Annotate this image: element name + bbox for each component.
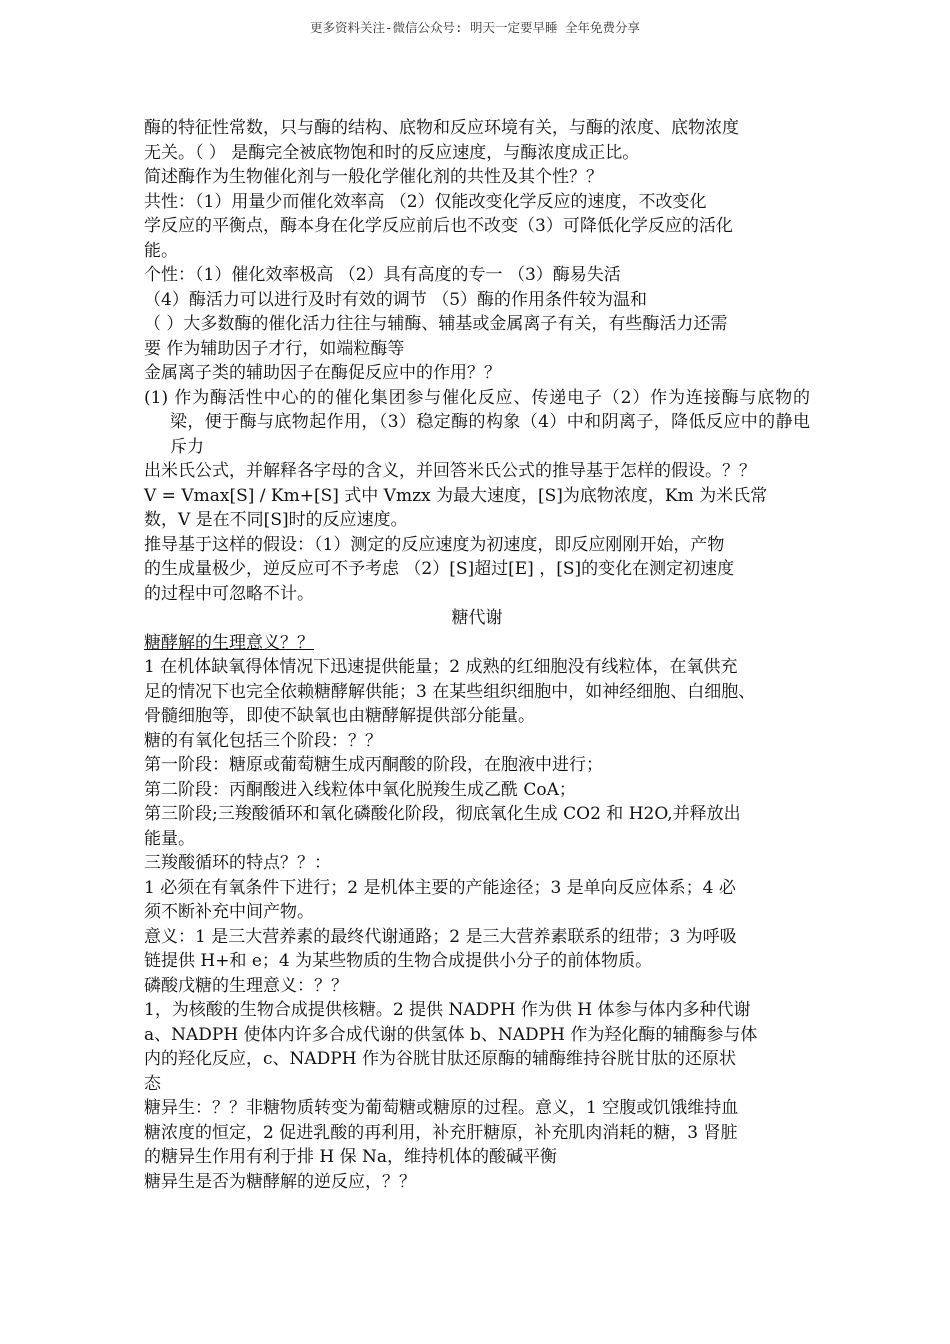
page-header: 更多资料关注-微信公众号: 明天一定要早睡 全年免费分享 bbox=[309, 20, 641, 35]
text-line: 的生成量极少，逆反应可不予考虑 （2）[S]超过[E] ，[S]的变化在测定初速度 bbox=[144, 559, 735, 579]
text-line: 共性：（1）用量少而催化效率高 （2）仅能改变化学反应的速度，不改变化 bbox=[144, 191, 707, 212]
text-line: （4）酶活力可以进行及时有效的调节 （5）酶的作用条件较为温和 bbox=[144, 289, 648, 310]
text-line: 的过程中可忽略不计。 bbox=[144, 583, 314, 604]
text-line: 无关。（ ） 是酶完全被底物饱和时的反应速度，与酶浓度成正比。 bbox=[144, 142, 640, 163]
text-line: 1 必须在有氧条件下进行；2 是机体主要的产能途径；3 是单向反应体系；4 必 bbox=[144, 877, 736, 898]
text-line: 足的情况下也完全依赖糖酵解供能；3 在某些组织细胞中，如神经细胞、白细胞、 bbox=[144, 681, 756, 702]
text-line: 内的羟化反应，c、NADPH 作为谷胱甘肽还原酶的辅酶维持谷胱甘肽的还原状 bbox=[144, 1049, 736, 1069]
text-line: 糖异生：？？非糖物质转变为葡萄糖或糖原的过程。意义，1 空腹或饥饿维持血 bbox=[144, 1098, 739, 1118]
text-line: 1，为核酸的生物合成提供核糖。2 提供 NADPH 作为供 H 体参与体内多种代谢 bbox=[144, 1000, 751, 1020]
text-line: 意义：1 是三大营养素的最终代谢通路；2 是三大营养素联系的纽带；3 为呼吸 bbox=[144, 926, 737, 947]
text-line: 个性：（1）催化效率极高 （2）具有高度的专一 （3）酶易失活 bbox=[144, 265, 621, 285]
text-line: （ ）大多数酶的催化活力往往与辅酶、辅基或金属离子有关，有些酶活力还需 bbox=[144, 314, 728, 334]
text-line: 的糖异生作用有利于排 H 保 Na，维持机体的酸碱平衡 bbox=[144, 1147, 558, 1167]
text-line: 酶的特征性常数，只与酶的结构、底物和反应环境有关，与酶的浓度、底物浓度 bbox=[144, 118, 739, 138]
question-heading: 糖酵解的生理意义？？ bbox=[144, 632, 314, 653]
formula-line: V = Vmax[S] / Km+[S] 式中 Vmzx 为最大速度，[S]为底物浓度，Km 为米氏常 bbox=[144, 485, 768, 506]
text-line: 能。 bbox=[144, 240, 178, 261]
text-line: 第二阶段：丙酮酸进入线粒体中氧化脱羧生成乙酰 CoA； bbox=[144, 779, 576, 800]
question-heading: 糖的有氧化包括三个阶段：？？ bbox=[144, 730, 382, 751]
text-line: 学反应的平衡点，酶本身在化学反应前后也不改变（3）可降低化学反应的活化 bbox=[144, 216, 733, 236]
text-line: 态 bbox=[144, 1073, 161, 1094]
text-line: 1 在机体缺氧得体情况下迅速提供能量；2 成熟的红细胞没有线粒体，在氧供充 bbox=[144, 657, 738, 677]
question-heading: 简述酶作为生物催化剂与一般化学催化剂的共性及其个性？？ bbox=[144, 167, 603, 187]
question-heading: 三羧酸循环的特点？？： bbox=[144, 853, 331, 873]
text-line: 第三阶段;三羧酸循环和氧化磷酸化阶段，彻底氧化生成 CO2 和 H2O,并释放出 bbox=[144, 804, 741, 824]
question-heading: 出米氏公式，并解释各字母的含义，并回答米氏公式的推导基于怎样的假设。？？ bbox=[144, 461, 756, 481]
text-line: 数，V 是在不同[S]时的反应速度。 bbox=[144, 510, 408, 530]
text-line: 糖浓度的恒定，2 促进乳酸的再利用，补充肝糖原，补充肌肉消耗的糖，3 肾脏 bbox=[144, 1122, 738, 1143]
text-line: 链提供 H+和 e；4 为某些物质的生物合成提供小分子的前体物质。 bbox=[144, 951, 653, 971]
text-line: 骨髓细胞等，即使不缺氧也由糖酵解提供部分能量。 bbox=[144, 706, 535, 726]
question-heading: 金属离子类的辅助因子在酶促反应中的作用？？ bbox=[144, 363, 501, 383]
text-line: 第一阶段：糖原或葡萄糖生成丙酮酸的阶段，在胞液中进行； bbox=[144, 755, 603, 775]
text-line: a、NADPH 使体内许多合成代谢的供氢体 b、NADPH 作为羟化酶的辅酶参与体 bbox=[144, 1024, 758, 1045]
text-line: 须不断补充中间产物。 bbox=[144, 902, 314, 922]
section-title: 糖代谢 bbox=[451, 608, 503, 628]
numbered-paragraph: (1) 作为酶活性中心的的催化集团参与催化反应、传递电子（2）作为连接酶与底物的梁，便于酶与底物起作用，（3）稳定酶的构象（4）中和阴离子，降低反应中的静电斥力 bbox=[144, 387, 810, 457]
text-line: 推导基于这样的假设：（1）测定的反应速度为初速度，即反应刚刚开始，产物 bbox=[144, 534, 725, 555]
question-heading: 糖异生是否为糖酵解的逆反应，？？ bbox=[144, 1171, 416, 1192]
text-line: 能量。 bbox=[144, 828, 195, 849]
document-body bbox=[144, 116, 810, 1194]
text-line: 要 作为辅助因子才行，如端粒酶等 bbox=[144, 338, 405, 359]
question-heading: 磷酸戊糖的生理意义：？？ bbox=[144, 975, 348, 996]
